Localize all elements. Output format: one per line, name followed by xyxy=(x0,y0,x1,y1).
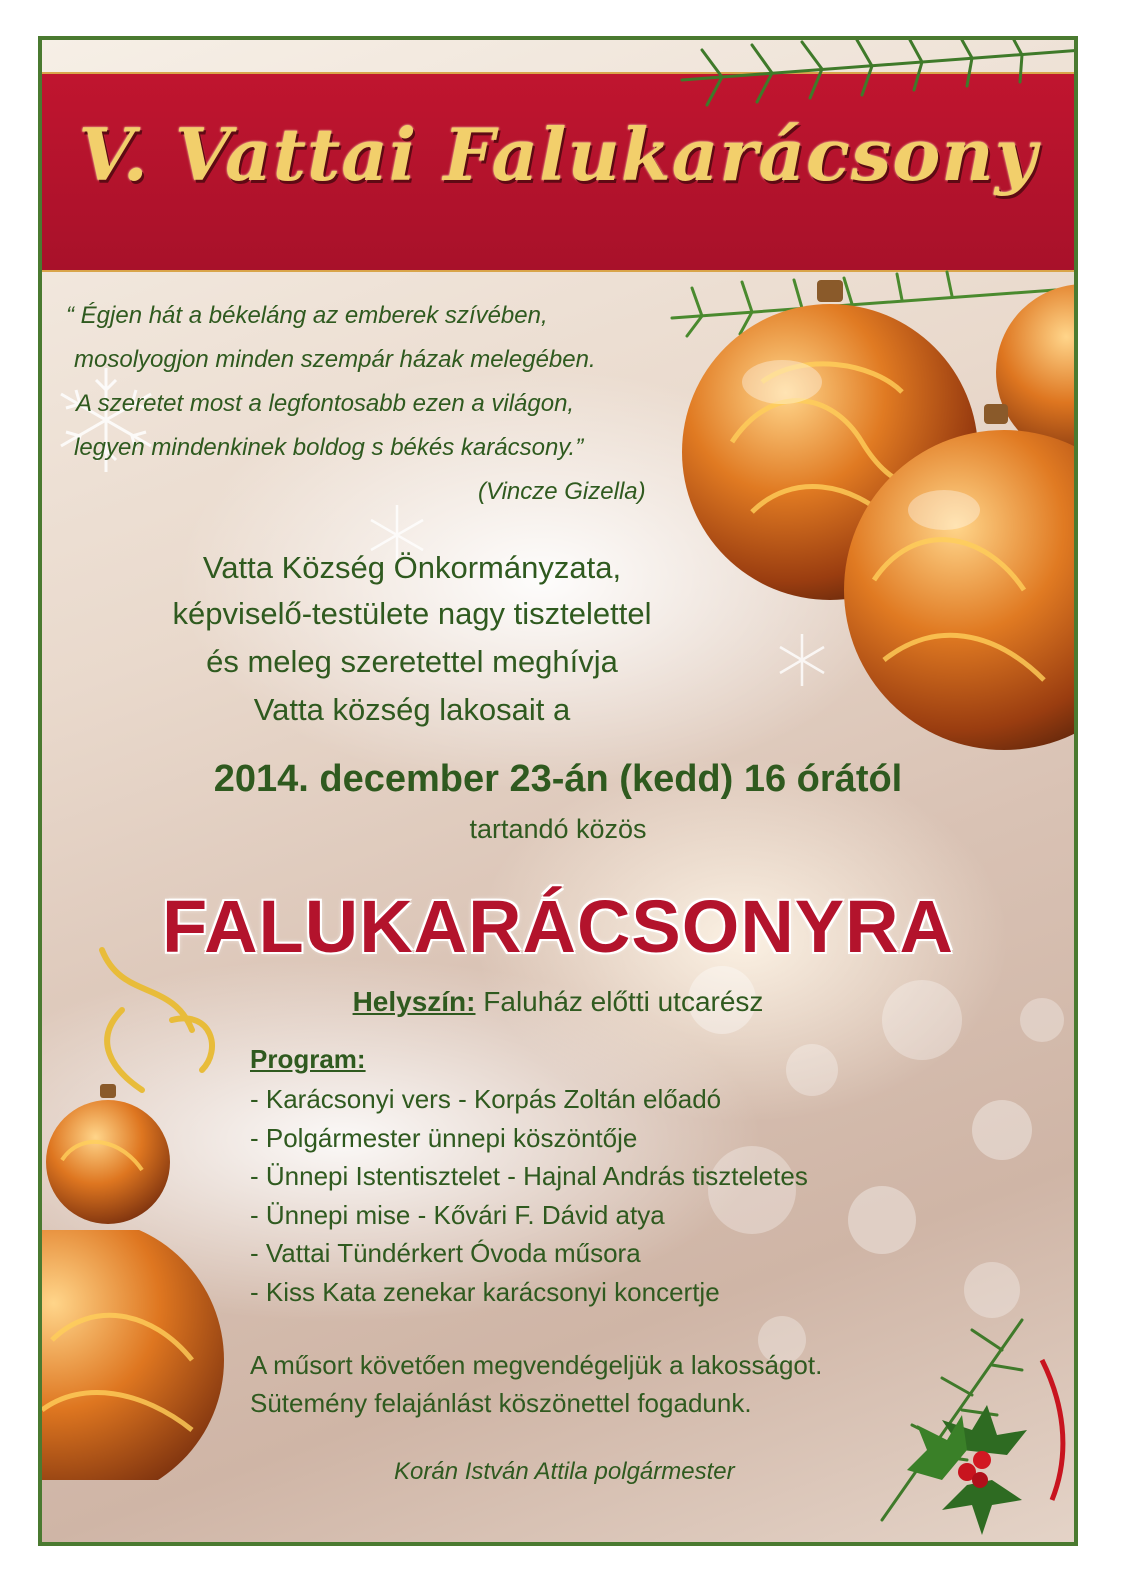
invitation-line: képviselő-testülete nagy tisztelettel xyxy=(172,596,652,631)
program-item: - Vattai Tündérkert Óvoda műsora xyxy=(250,1238,641,1268)
program-list xyxy=(250,1080,808,1311)
program-title: Program: xyxy=(250,1044,366,1074)
quote-line: legyen mindenkinek boldog s békés karácsony.” xyxy=(74,434,584,461)
venue-label: Helyszín: xyxy=(352,986,476,1017)
holly-sprig-icon xyxy=(822,1300,1078,1546)
venue-value: Faluház előtti utcarész xyxy=(483,986,764,1017)
pine-branch-icon xyxy=(662,40,1078,120)
event-subtitle: tartandó közös xyxy=(469,814,647,844)
closing-line: A műsort követően megvendégeljük a lakosságot. xyxy=(250,1350,823,1380)
ornament-ball-icon xyxy=(42,1080,172,1230)
ornament-ball-icon xyxy=(42,1230,232,1480)
signature: Korán István Attila polgármester xyxy=(394,1458,735,1485)
event-name: FALUKARÁCSONYRA xyxy=(162,885,954,968)
event-date: 2014. december 23-án (kedd) 16 órától xyxy=(213,758,903,800)
program-item: - Ünnepi mise - Kővári F. Dávid atya xyxy=(250,1199,665,1230)
quote-line: “ Égjen hát a békeláng az emberek szívében, xyxy=(66,302,548,329)
snowflake-icon xyxy=(46,360,166,480)
invitation-line: Vatta község lakosait a xyxy=(253,692,571,727)
invitation-line: és meleg szeretettel meghívja xyxy=(206,644,618,679)
program-item: - Polgármester ünnepi köszöntője xyxy=(250,1122,638,1153)
poster xyxy=(38,36,1078,1546)
ornament-ball-icon xyxy=(844,400,1078,760)
quote-author: (Vincze Gizella) xyxy=(478,478,646,505)
program-item: - Kiss Kata zenekar karácsonyi koncertje xyxy=(250,1276,720,1307)
page-title: V. Vattai Falukarácsony xyxy=(78,112,1038,197)
venue xyxy=(42,986,1074,1018)
program-item: - Karácsonyi vers - Korpás Zoltán előadó xyxy=(250,1084,722,1114)
quote-line: mosolyogjon minden szempár házak melegében. xyxy=(74,346,596,373)
quote-line: A szeretet most a legfontosabb ezen a világon, xyxy=(76,390,575,417)
invitation-line: Vatta Község Önkormányzata, xyxy=(202,550,622,585)
program-item: - Ünnepi Istentisztelet - Hajnal András tiszteletes xyxy=(250,1161,808,1191)
closing-line: Sütemény felajánlást köszönettel fogadunk. xyxy=(250,1388,752,1418)
